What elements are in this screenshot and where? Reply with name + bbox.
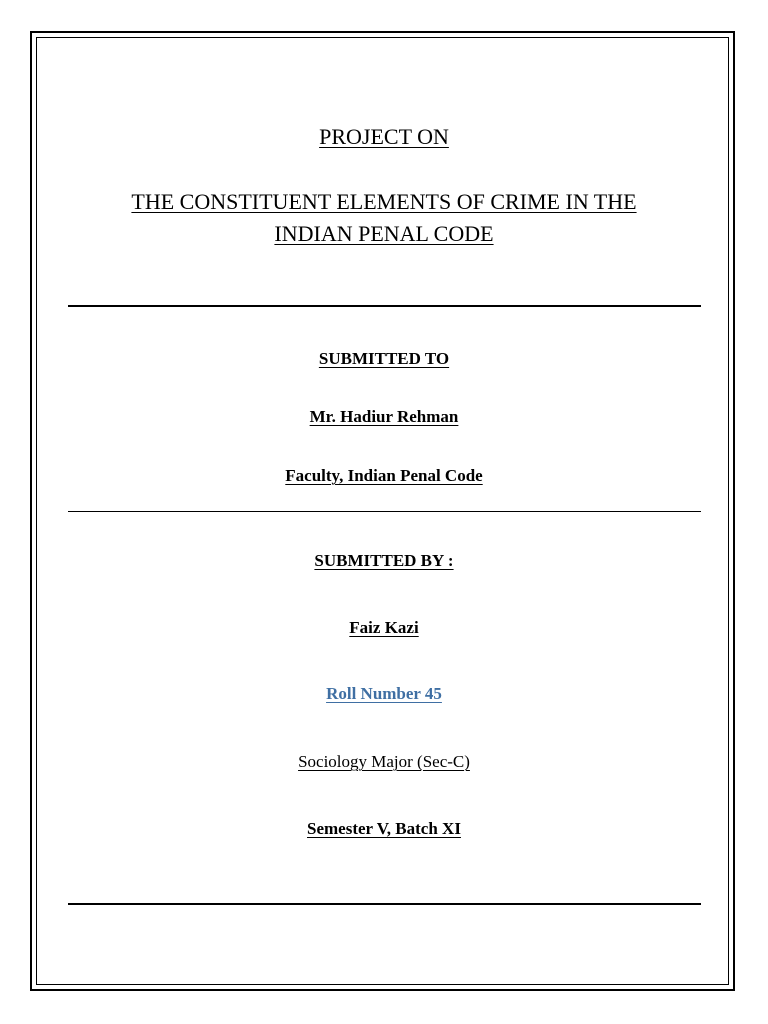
divider-thin-middle	[68, 511, 701, 512]
submitted-by-name: Faiz Kazi	[349, 618, 419, 637]
divider-thick-top	[68, 305, 701, 307]
semester-text: Semester V, Batch XI	[307, 819, 461, 838]
divider-thick-bottom	[68, 903, 701, 905]
roll-number-link[interactable]: Roll Number 45	[326, 684, 442, 703]
program-text: Sociology Major (Sec-C)	[298, 752, 470, 771]
submitted-to-name: Mr. Hadiur Rehman	[309, 407, 459, 426]
project-title-line-1: THE CONSTITUENT ELEMENTS OF CRIME IN THE	[131, 189, 637, 214]
project-title-line-2: INDIAN PENAL CODE	[274, 221, 494, 246]
submitted-to-label: SUBMITTED TO	[318, 349, 450, 368]
project-heading: PROJECT ON	[319, 124, 449, 149]
submitted-by-label: SUBMITTED BY :	[314, 551, 454, 570]
submitted-to-role: Faculty, Indian Penal Code	[285, 466, 483, 485]
